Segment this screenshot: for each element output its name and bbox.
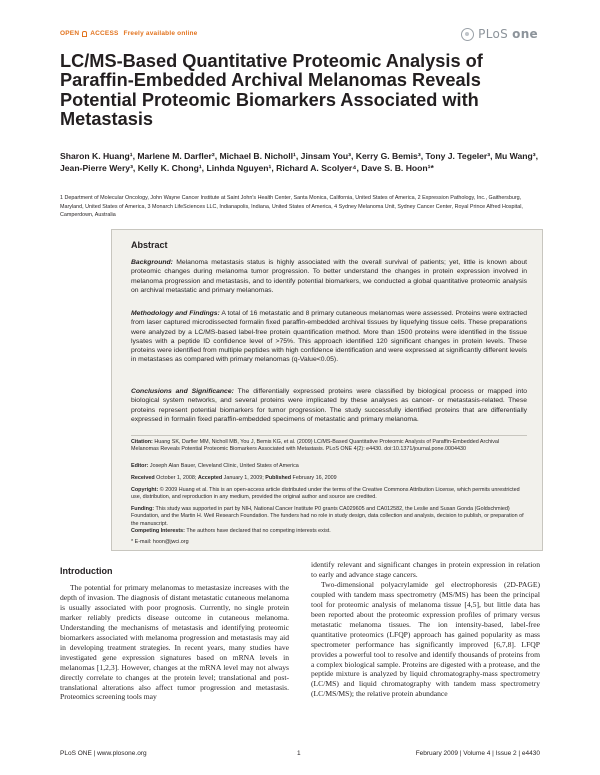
methods-label: Methodology and Findings: (131, 310, 220, 317)
background-label: Background: (131, 259, 173, 266)
citation (131, 439, 527, 454)
open-label: OPEN (60, 30, 80, 37)
plos-logo-icon (461, 28, 474, 41)
plos-brand: PLoS (478, 27, 509, 41)
copyright (131, 487, 527, 502)
background-text: Melanoma metastasis status is highly associated with the overall survival of patients; yet, little is known about proteomic changes during melanoma tumor progression. To better understand the changes in protein expression involved in melanoma progression and metastasis, and to identify potential biomarkers, we conducted a global quantitative proteomic analysis on archival metastatic and primary melanomas. (131, 259, 527, 294)
freely-available-label: Freely available online (123, 30, 198, 37)
affiliations: 1 Department of Molecular Oncology, John Wayne Cancer Institute at Saint John's Health Center, Santa Monica, California, United States of America, 2 Expression Pathology, Inc., Gaithersburg, Maryland, United States of America, 3 Monarch LifeSciences LLC, Indianapolis, Indiana, United States of America, 4 Sydney Melanoma Unit, Sydney Cancer Center, Royal Prince Alfred Hospital, Camperdown, Australia (60, 195, 523, 219)
conclusions-text: The differentially expressed proteins were classified by biological process or mapped into biological system networks, and several proteins were implicated by these analyses as cancer- or metastasis-related. These proteins represent potential biomarkers for tumor progression. The study successfully identified proteins that are differentially expressed in formalin fixed paraffin-embedded specimens of metastatic and primary melanoma. (131, 388, 527, 423)
footer-issue: February 2009 | Volume 4 | Issue 2 | e4430 (415, 750, 540, 757)
received-label: Received (131, 475, 155, 481)
accepted-label: Accepted (197, 475, 223, 481)
open-access-banner (60, 30, 198, 37)
intro-paragraph-2-continued: identify relevant and significant changes in protein expression in relation to early and advance stage cancers. (311, 560, 540, 579)
plos-one-logo (461, 27, 538, 41)
received-date: October 1, 2008; (154, 475, 198, 481)
dates (131, 475, 527, 482)
plos-one: one (512, 27, 538, 41)
citation-label: Citation: (131, 439, 153, 445)
editor (131, 463, 527, 470)
abstract-methods (131, 309, 527, 365)
editor-text: Joseph Alan Bauer, Cleveland Clinic, United States of America (148, 463, 299, 469)
body-column-left (60, 583, 289, 702)
published-date: February 16, 2009 (291, 475, 337, 481)
page-footer (60, 750, 540, 762)
abstract-conclusions (131, 387, 527, 424)
copyright-text: © 2009 Huang et al. This is an open-access article distributed under the terms of the Creative Commons Attribution License, which permits unrestricted use, distribution, and reproduction in any medium, provided the original author and source are credited. (131, 487, 520, 501)
funding-text: This study was supported in part by NIH, National Cancer Institute P0 grants CA029605 and CA012582, the Leslie and Susan Gonda (Goldschmied) Foundation, and the Martin H. Weil Research Foundation. The funders had no role in study design, data collection and analysis, decision to publish, or preparation of the manuscript. (131, 506, 524, 527)
article-title: LC/MS-Based Quantitative Proteomic Analysis of Paraffin-Embedded Archival Melanomas Reveals Potential Proteomic Biomarkers Associated with Metastasis (60, 51, 483, 130)
intro-paragraph-1: The potential for primary melanomas to metastasize increases with the depth of invasion. The diagnosis of distant metastatic cutaneous melanoma is usually associated with poor prognosis. Currently, no single protein marker reliably predicts disease outcome in cutaneous melanoma. Understanding the mechanisms of metastasis and identifying proteomic biomarkers associated with melanoma progression and metastasis may aid in developing treatment strategies. In recent years, many studies have investigated gene expression signatures based on mRNA levels in melanomas [1,2,3]. However, changes at the mRNA level may not always directly correlate to changes at the protein level; translational and post-translational alterations also affect tumor progression and metastasis. Proteomics screening tools may (60, 583, 289, 702)
methods-text: A total of 16 metastatic and 8 primary cutaneous melanomas were assessed. Proteins were extracted from laser captured microdissected formalin fixed paraffin-embedded archival tissues by liquefying tissue cells. These preparations were analyzed by a LC/MS-based label-free protein quantification method. More than 1500 proteins were identified in the tissue lysates with a peptide ID confidence level of >75%. This approach identified 120 significant changes in protein levels. These proteins were identified from multiple peptides with high confidence identification and were expressed at significantly different levels in metastases as compared with primary melanomas (q-Value<0.05). (131, 310, 527, 364)
editor-label: Editor: (131, 463, 149, 469)
copyright-label: Copyright: (131, 487, 159, 493)
competing-label: Competing Interests: (131, 528, 185, 534)
body-column-right (311, 560, 540, 699)
competing-interests (131, 528, 527, 535)
journal-header (60, 27, 540, 43)
intro-paragraph-3: Two-dimensional polyacrylamide gel electrophoresis (2D-PAGE) coupled with tandem mass spectrometry (MS/MS) has been the principal tool for proteomic analysis of melanoma tissue [4,5], but little data has been reported about the proteomic expression profiles of primary versus metastatic melanoma tissues. The ion intensity-based, label-free quantitative proteomics (LFQP) approach has gained popularity as mass spectrometer performance has significantly improved [6,7,8]. LFQP provides a powerful tool to resolve and identify thousands of proteins from a complex biological sample. Proteins are digested with a protease, and the peptide mixture is analyzed by liquid chromatography-mass spectrometry (LC/MS) and liquid chromatography with tandem mass spectrometry (LC/MS/MS); the relative protein abundance (311, 579, 540, 699)
open-access-lock-icon (82, 31, 87, 37)
accepted-date: January 1, 2009; (222, 475, 266, 481)
citation-text: Huang SK, Darfler MM, Nicholl MB, You J, Bemis KG, et al. (2009) LC/MS-Based Quantitative Proteomic Analysis of Paraffin-Embedded Archival Melanomas Reveals Potential Proteomic Biomarkers Associated with Metastasis. PLoS ONE 4(2): e4430. doi:10.1371/journal.pone.0004430 (131, 439, 500, 453)
funding-label: Funding: (131, 506, 155, 512)
published-label: Published (265, 475, 292, 481)
abstract-heading: Abstract (131, 240, 168, 250)
introduction-heading: Introduction (60, 566, 113, 576)
conclusions-label: Conclusions and Significance: (131, 388, 234, 395)
competing-text: The authors have declared that no competing interests exist. (184, 528, 331, 534)
author-list: Sharon K. Huang¹, Marlene M. Darfler², Michael B. Nicholl¹, Jinsam You³, Kerry G. Bemis³, Tony J. Tegeler³, Mu Wang³, Jean-Pierre Wery³, Kelly K. Chong¹, Linhda Nguyen¹, Richard A. Scolyer⁴, Dave S. B. Hoon¹* (60, 151, 538, 173)
email: * E-mail: hoon@jwci.org (131, 539, 189, 545)
abstract-box (111, 229, 543, 551)
funding (131, 506, 527, 528)
page-number: 1 (297, 750, 301, 757)
access-label: ACCESS (90, 30, 119, 37)
abstract-background (131, 258, 527, 295)
abstract-divider (131, 435, 527, 436)
footer-journal: PLoS ONE | www.plosone.org (60, 750, 147, 757)
